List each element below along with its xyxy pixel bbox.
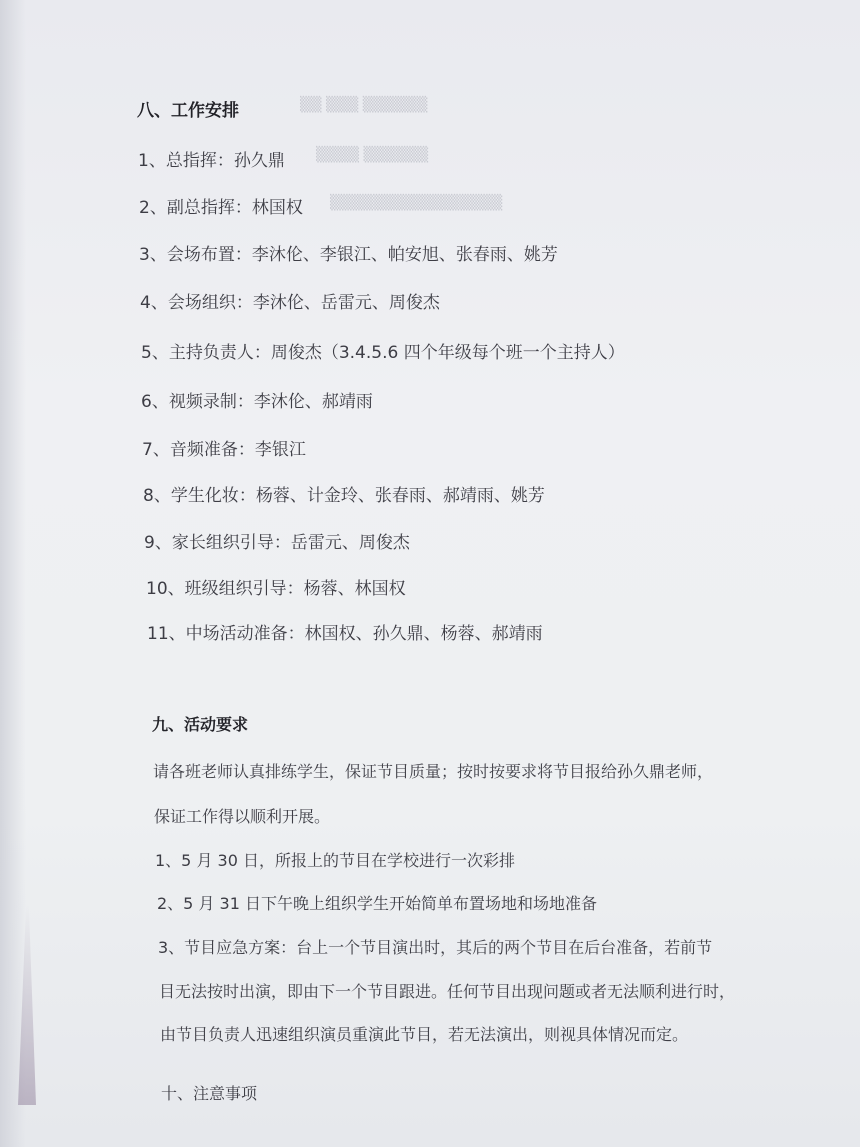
bleed-through-text: ▒▒▒▒▒▒▒▒▒▒▒▒▒▒▒▒ bbox=[330, 195, 503, 211]
paragraph-line: 由节目负责人迅速组织演员重演此节目，若无法演出，则视具体情况而定。 bbox=[160, 1025, 689, 1044]
list-item: 8、学生化妆：杨蓉、计金玲、张春雨、郝靖雨、姚芳 bbox=[143, 486, 545, 506]
list-item: 2、副总指挥：林国权 bbox=[139, 198, 303, 218]
list-item: 10、班级组织引导：杨蓉、林国权 bbox=[146, 579, 406, 599]
bleed-through-text: ▒▒▒▒ ▒▒▒▒▒▒ bbox=[316, 147, 429, 163]
section-8-title: 八、工作安排 bbox=[137, 101, 239, 121]
section-10-title: 十、注意事项 bbox=[161, 1084, 258, 1103]
list-item: 7、音频准备：李银江 bbox=[142, 440, 306, 460]
list-item: 3、节目应急方案：台上一个节目演出时，其后的两个节目在后台准备，若前节 bbox=[158, 938, 713, 957]
list-item: 11、中场活动准备：林国权、孙久鼎、杨蓉、郝靖雨 bbox=[147, 624, 543, 644]
list-item: 4、会场组织：李沐伦、岳雷元、周俊杰 bbox=[140, 293, 440, 313]
list-item: 1、5 月 30 日，所报上的节目在学校进行一次彩排 bbox=[155, 851, 515, 870]
paragraph-line: 目无法按时出演，即由下一个节目跟进。任何节目出现问题或者无法顺利进行时， bbox=[159, 982, 736, 1001]
paragraph-line: 保证工作得以顺利开展。 bbox=[154, 807, 331, 826]
list-item: 9、家长组织引导：岳雷元、周俊杰 bbox=[144, 533, 410, 553]
list-item: 3、会场布置：李沐伦、李银江、帕安旭、张春雨、姚芳 bbox=[139, 245, 558, 265]
list-item: 5、主持负责人：周俊杰（3.4.5.6 四个年级每个班一个主持人） bbox=[141, 343, 625, 363]
section-9-title: 九、活动要求 bbox=[152, 715, 249, 734]
page-edge-shadow bbox=[0, 0, 26, 1147]
paragraph-line: 请各班老师认真排练学生，保证节目质量；按时按要求将节目报给孙久鼎老师， bbox=[153, 762, 714, 781]
list-item: 6、视频录制：李沐伦、郝靖雨 bbox=[141, 392, 373, 412]
list-item: 2、5 月 31 日下午晚上组织学生开始简单布置场地和场地准备 bbox=[157, 894, 597, 913]
bleed-through-text: ▒▒ ▒▒▒ ▒▒▒▒▒▒ bbox=[300, 97, 428, 113]
list-item: 1、总指挥：孙久鼎 bbox=[138, 151, 285, 171]
